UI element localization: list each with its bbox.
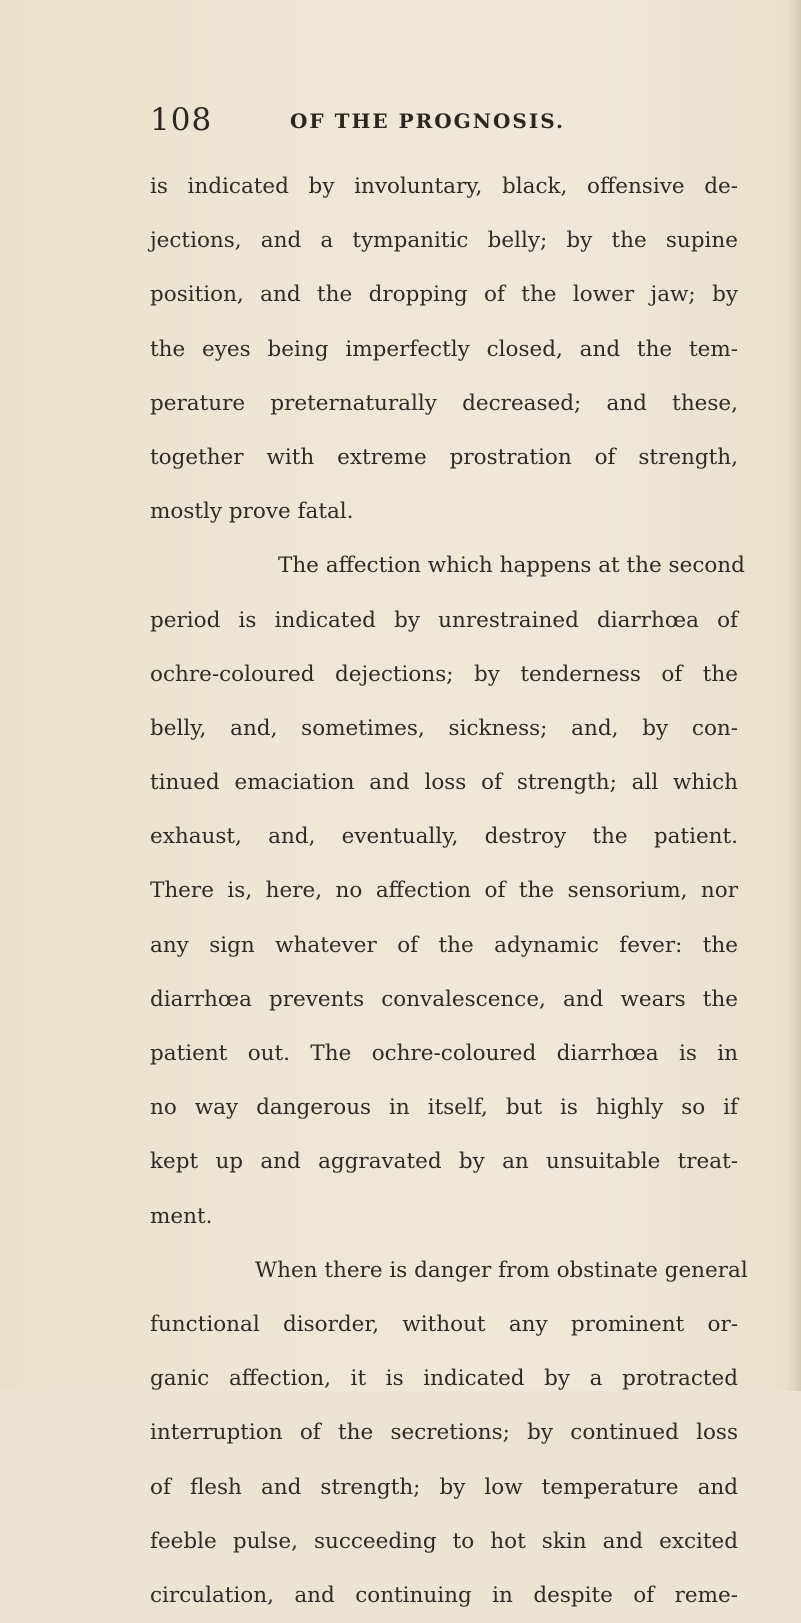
body-text [150, 160, 748, 1623]
text-line: functional disorder, without any prominent or- [150, 1311, 738, 1337]
page-number: 108 [150, 102, 213, 138]
page-edge-shadow [787, 0, 801, 1391]
text-line: exhaust, and, eventually, destroy the patient. [150, 824, 738, 850]
text-line: perature preternaturally decreased; and these, [150, 390, 738, 416]
text-line: any sign whatever of the adynamic fever: the [150, 932, 738, 958]
text-line: ganic affection, it is indicated by a protracted [150, 1366, 738, 1392]
text-line: When there is danger from obstinate general [255, 1257, 748, 1283]
text-line: diarrhœa prevents convalescence, and wears the [150, 986, 738, 1012]
text-line: position, and the dropping of the lower jaw; by [150, 282, 738, 308]
text-line: no way dangerous in itself, but is highly so if [150, 1095, 738, 1121]
text-line: is indicated by involuntary, black, offensive de- [150, 174, 738, 199]
text-line: the eyes being imperfectly closed, and the tem- [150, 336, 738, 362]
text-line: ment. [150, 1203, 213, 1229]
text-line: of flesh and strength; by low temperature and [150, 1474, 738, 1500]
running-head: OF THE PROGNOSIS. [290, 109, 565, 133]
text-line: kept up and aggravated by an unsuitable treat- [150, 1149, 738, 1175]
text-line: belly, and, sometimes, sickness; and, by con- [150, 715, 738, 741]
text-line: interruption of the secretions; by continued loss [150, 1420, 738, 1446]
text-line: There is, here, no affection of the sensorium, nor [150, 878, 738, 904]
text-line: period is indicated by unrestrained diarrhœa of [150, 607, 738, 633]
text-line: mostly prove fatal. [150, 499, 354, 525]
text-line: together with extreme prostration of strength, [150, 444, 738, 470]
text-line: The affection which happens at the second [278, 553, 745, 579]
text-line: ochre-coloured dejections; by tenderness of the [150, 661, 738, 687]
text-line: patient out. The ochre-coloured diarrhœa is in [150, 1041, 738, 1066]
page-header [150, 100, 750, 150]
text-line: feeble pulse, succeeding to hot skin and excited [150, 1528, 738, 1554]
text-line: circulation, and continuing in despite of reme- [150, 1582, 738, 1608]
text-line: tinued emaciation and loss of strength; all which [150, 770, 738, 796]
text-line: jections, and a tympanitic belly; by the supine [150, 228, 738, 254]
